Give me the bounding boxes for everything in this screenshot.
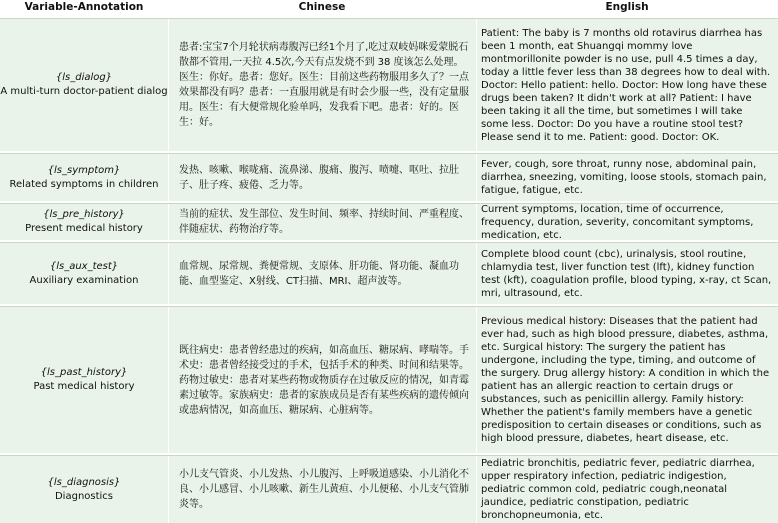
annotation-text: Related symptoms in children <box>9 178 159 190</box>
variable-name: {ls_symptom} <box>47 164 121 176</box>
variable-name: {ls_pre_history} <box>43 209 125 220</box>
variable-annotation-cell <box>0 243 168 304</box>
chinese-text: 既往病史：患者曾经患过的疾病，如高血压、糖尿病、哮喘等。手术史：患者曾经接受过的手术，包括手术的种类、时间和结果等。药物过敏史：患者对某些药物或物质存在过敏反应的情况，如青霉素过敏等。家族病史：患者的家族成员是否有某些疾病的遗传倾向或患病情况，如高血压、糖尿病、心脏病等。 <box>179 344 469 416</box>
chinese-text: 患者:宝宝7个月轮状病毒腹泻已经1个月了,吃过双岐妈咪爱蒙脱石散都不管用,一天拉 4.5次,今天有点发烧不到 38 度该怎么处理。医生：你好。患者：您好。医生：目前这些药物服用多久了？一点效果都没有吗？患者：一直服用就是有时会少服一些，没有定量服用。医生：有大便常规化验单吗，发我看下吧。患者：好的。医生：好。 <box>179 42 469 128</box>
chinese-cell <box>168 307 476 453</box>
english-text: Complete blood count (cbc), urinalysis, stool routine, chlamydia test, liver function test (lft), kidney function test (kft), coagulation profile, blood typing, x-ray, ct Scan, mri, ultrasound, etc. <box>481 248 772 299</box>
table-row <box>0 455 778 523</box>
english-cell <box>476 307 778 453</box>
variable-annotation-cell <box>0 456 168 523</box>
chinese-text: 发热、咳嗽、喉咙痛、流鼻涕、腹痛、腹泻、喷嚏、呕吐、拉肚子、肚子疼、疲倦、乏力等。 <box>179 164 459 191</box>
english-cell <box>476 19 778 151</box>
chinese-text: 血常规、尿常规、粪便常规、支原体、肝功能、肾功能、凝血功能、血型鉴定、X射线、CT扫描、MRI、超声波等。 <box>179 260 459 287</box>
table-row <box>0 203 778 240</box>
english-text: Patient: The baby is 7 months old rotavirus diarrhea has been 1 month, eat Shuangqi mommy love montmorillonite powder is no use, pull 4.5 times a day, today a little fever less than 38 degrees how to deal with. Doctor: Hello patient: hello. Doctor: How long have these drugs been taken? It didn't work at all? Patient: I have been taking it all the time, but sometimes I will take some less. Doctor: Do you have a routine stool test? Please send it to me. Patient: good. Doctor: OK. <box>481 27 771 143</box>
annotation-text: Diagnostics <box>54 490 114 502</box>
english-text: Pediatric bronchitis, pediatric fever, pediatric diarrhea, upper respiratory infection, pediatric indigestion, pediatric common cold, pediatric cough,neonatal jaundice, pediatric constipation, pediatric bronchopneumonia, etc. <box>481 458 755 521</box>
table-row <box>0 18 778 151</box>
english-cell <box>476 243 778 304</box>
table-row <box>0 306 778 453</box>
variable-annotation-cell <box>0 19 168 151</box>
header-chinese: Chinese <box>298 1 346 13</box>
variable-annotation-cell <box>0 154 168 201</box>
header-variable-annotation: Variable-Annotation <box>24 1 144 13</box>
chinese-cell <box>168 456 476 523</box>
chinese-text: 当前的症状、发生部位、发生时间、频率、持续时间、严重程度、伴随症状、药物治疗等。 <box>179 209 469 235</box>
english-cell <box>476 456 778 523</box>
table-row <box>0 242 778 304</box>
chinese-cell <box>168 243 476 304</box>
variable-annotation-cell <box>0 204 168 240</box>
english-cell <box>476 204 778 240</box>
variable-name: {ls_dialog} <box>55 72 113 83</box>
annotation-text: A multi-turn doctor-patient dialog <box>0 86 168 97</box>
english-text: Current symptoms, location, time of occurrence, frequency, duration, severity, concomitant symptoms, medication, etc. <box>481 203 754 241</box>
annotation-text: Past medical history <box>33 381 135 392</box>
english-text: Fever, cough, sore throat, runny nose, abdominal pain, diarrhea, sneezing, vomiting, loose stools, stomach pain, fatigue, fatigue, etc. <box>481 159 767 196</box>
english-text: Previous medical history: Diseases that the patient had ever had, such as high blood pressure, diabetes, asthma, etc. Surgical history: The surgery the patient has undergone, including the type, timing, and outcome of the surgery. Drug allergy history: A condition in which the patient has an allergic reaction to certain drugs or substances, such as penicillin allergy. Family history: Whether the patient's family members have a genetic predisposition to certain diseases or conditions, such as high blood pressure, diabetes, heart disease, etc. <box>481 316 770 444</box>
variable-annotation-cell <box>0 307 168 453</box>
chinese-text: 小儿支气管炎、小儿发热、小儿腹泻、上呼吸道感染、小儿消化不良、小儿感冒、小儿咳嗽、新生儿黄疸、小儿便秘、小儿支气管肺炎等。 <box>179 469 469 510</box>
variable-name: {ls_aux_test} <box>49 260 119 272</box>
variable-name: {ls_diagnosis} <box>47 476 121 488</box>
chinese-cell <box>168 19 476 151</box>
annotation-text: Present medical history <box>25 223 143 234</box>
annotation-text: Auxiliary examination <box>29 274 139 286</box>
table-row <box>0 153 778 201</box>
header-english: English <box>605 1 649 13</box>
english-cell <box>476 154 778 201</box>
chinese-cell <box>168 204 476 240</box>
chinese-cell <box>168 154 476 201</box>
variable-name: {ls_past_history} <box>40 367 128 378</box>
